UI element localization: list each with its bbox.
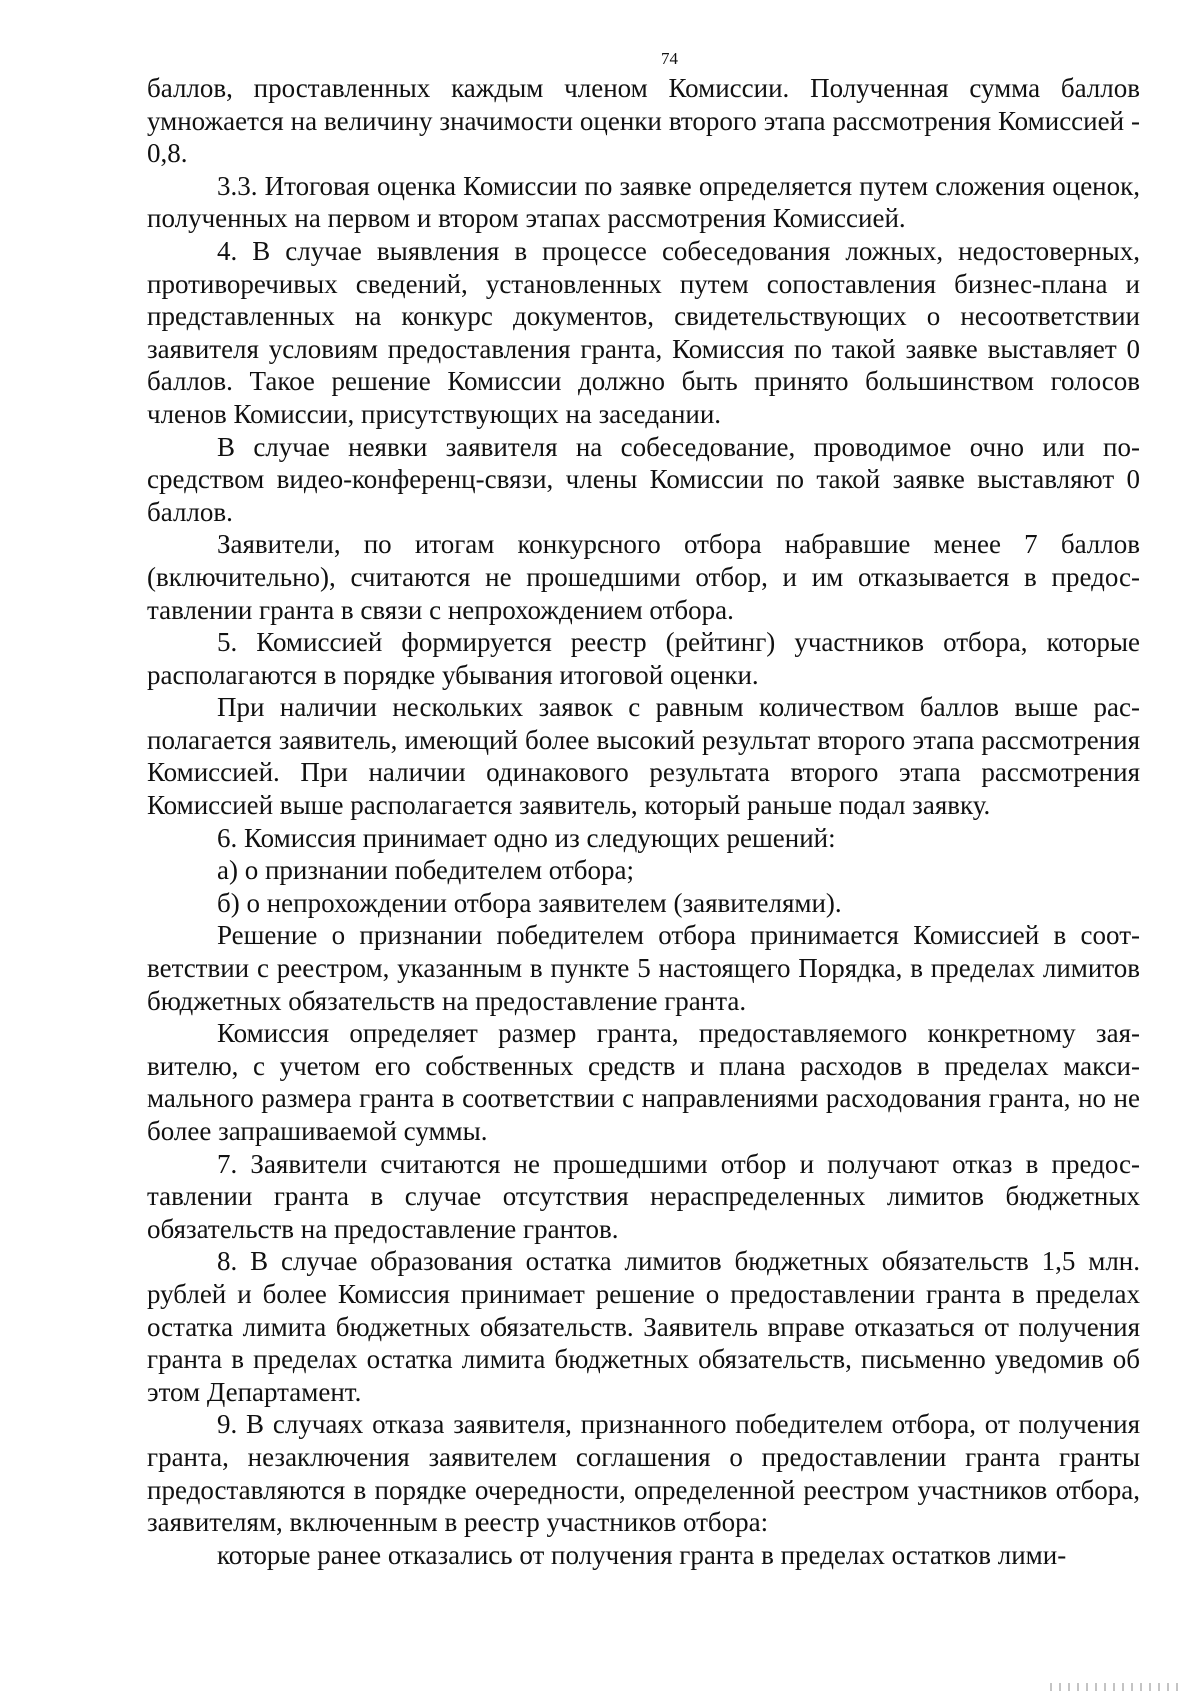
- paragraph-11: Решение о признании победителем отбора принимается Комиссией в соответствии с реестром, указанным в пункте 5 настоящего Порядка, в пределах лимитов бюджетных обязательств на предоставление гранта.: [147, 920, 1140, 1016]
- paragraph-8: 6. Комиссия принимает одно из следующих решений:: [217, 822, 836, 853]
- paragraph-14: 8. В случае образования остатка лимитов бюджетных обязательств 1,5 млн. рублей и более Комиссия принимает решение о предоставлении гранта в пределах остатка лимита бюджетных обязательств. Заявитель вправе отказаться от получения гранта в пределах остатка лимита бюджетных обязательств, письменно уведомив об этом Департамент.: [147, 1246, 1140, 1407]
- paragraph-15: 9. В случаях отказа заявителя, признанного победителем отбора, от получения гранта, незаключения заявителем соглашения о предоставлении гранта гранты предоставляются в порядке очередности, определенной реестром участников отбора, заявителям, включенным в реестр участников отбора:: [147, 1409, 1140, 1538]
- paragraph-4: В случае неявки заявителя на собеседование, проводимое очно или посредством видео-конференц-связи, члены Комиссии по такой заявке выставляют 0 баллов.: [147, 431, 1140, 527]
- paragraph-10: б) о непрохождении отбора заявителем (заявителями).: [217, 887, 842, 918]
- paragraph-13: 7. Заявители считаются не прошедшими отбор и получают отказ в предоставлении гранта в случае отсутствия нераспределенных лимитов бюджетных обязательств на предоставление грантов.: [147, 1148, 1140, 1244]
- document-body: [147, 72, 1140, 1571]
- paragraph-3: 4. В случае выявления в процессе собеседования ложных, недостоверных, противоречивых сведений, установленных путем сопоставления бизнес-плана и представленных на конкурс документов, свидетельствующих о несоответствии заявителя условиям предоставления гранта, Комиссия по такой заявке выставляет 0 баллов. Такое решение Комиссии должно быть принято большинством голосов членов Комиссии, присутствующих на заседании.: [147, 235, 1140, 429]
- paragraph-16: которые ранее отказались от получения гранта в пределах остатков лими-: [217, 1539, 1067, 1570]
- paragraph-1: баллов, проставленных каждым членом Комиссии. Полученная сумма баллов умножается на величину значимости оценки второго этапа рассмотрения Комиссией - 0,8.: [147, 73, 1140, 169]
- page-number: 74: [661, 49, 678, 68]
- paragraph-9: а) о признании победителем отбора;: [217, 855, 634, 886]
- paragraph-12: Комиссия определяет размер гранта, предоставляемого конкретному заявителю, с учетом его собственных средств и плана расходов в пределах максимального размера гранта в соответствии с направлениями расходования гранта, но не более запрашиваемой суммы.: [147, 1018, 1140, 1146]
- paragraph-7: При наличии нескольких заявок с равным количеством баллов выше располагается заявитель, имеющий более высокий результат второго этапа рассмотрения Комиссией. При наличии одинакового результата второго этапа рассмотрения Комиссией выше располагается заявитель, который раньше подал заявку.: [147, 692, 1140, 821]
- paragraph-2: 3.3. Итоговая оценка Комиссии по заявке определяется путем сложения оценок, полученных на первом и втором этапах рассмотрения Комиссией.: [147, 170, 1140, 234]
- scan-artifact: [1050, 1683, 1180, 1691]
- paragraph-5: Заявители, по итогам конкурсного отбора набравшие менее 7 баллов (включительно), считаются не прошедшими отбор, и им отказывается в предоставлении гранта в связи с непрохождением отбора.: [147, 529, 1140, 625]
- paragraph-6: 5. Комиссией формируется реестр (рейтинг) участников отбора, которые располагаются в порядке убывания итоговой оценки.: [147, 627, 1140, 690]
